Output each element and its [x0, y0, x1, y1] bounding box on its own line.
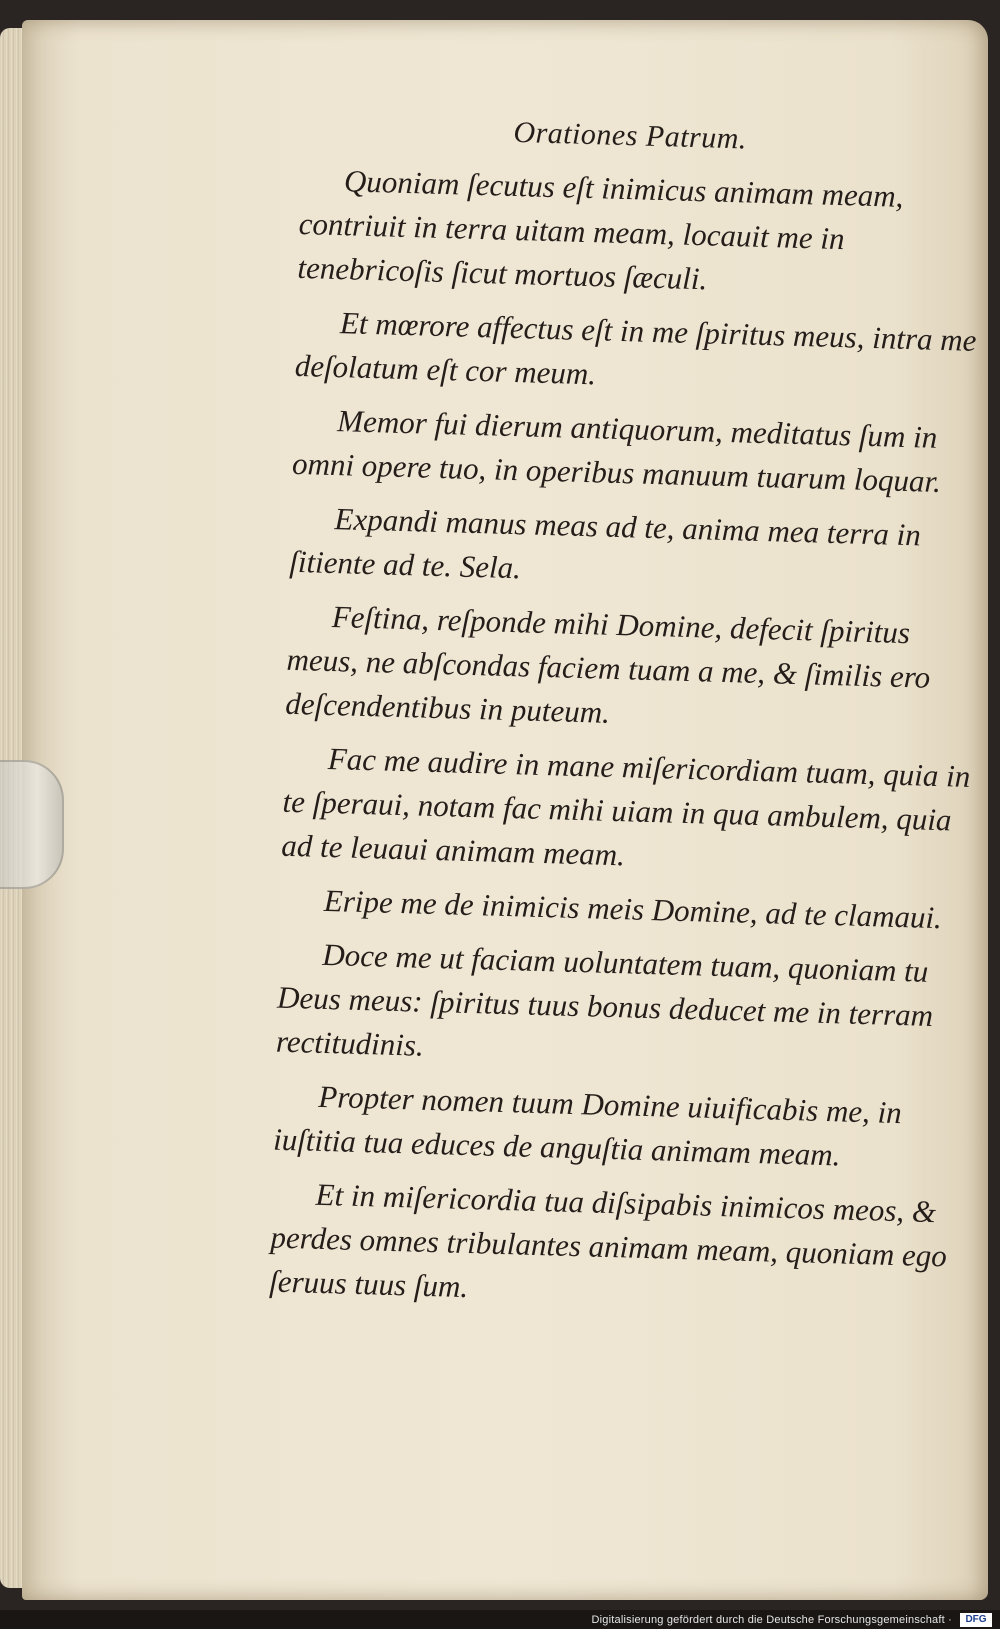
verse-7: Eripe me de inimicis meis Domine, ad te clamaui. — [323, 882, 943, 936]
verse-9: Propter nomen tuum Domine uiuificabis me, in iuſtitia tua educes de anguſtia animam meam. — [272, 1078, 903, 1173]
verse-1: Quoniam ſecutus eſt inimicus animam meam, contriuit in terra uitam meam, locauit me in tenebricoſis ſicut mortuos ſæculi. — [297, 163, 904, 297]
verse-list — [269, 158, 991, 1323]
page-clip — [0, 760, 64, 889]
verse-5: Feſtina, reſponde mihi Domine, defecit ſpiritus meus, ne abſcondas faciem tuam a me, & ſimilis ero deſcendentibus in puteum. — [284, 599, 931, 730]
verse-6: Fac me audire in mane miſericordiam tuam, quia in te ſperaui, notam fac mihi uiam in qua ambulem, quia ad te leuaui animam meam. — [280, 740, 971, 873]
verse-2: Et mœrore affectus eſt in me ſpiritus meus, intra me deſolatum eſt cor meum. — [294, 305, 977, 392]
verse-10: Et in miſericordia tua diſsipabis inimicos meos, & perdes omnes tribulantes animam meam, quoniam ego ſeruus tuus ſum. — [268, 1176, 948, 1305]
dfg-logo: DFG — [960, 1613, 992, 1627]
digitization-credit: Digitalisierung gefördert durch die Deutsche Forschungsgemeinschaft · — [591, 1614, 952, 1626]
verse-4: Expandi manus meas ad te, anima mea terra in ſitiente ad te. Sela. — [288, 501, 922, 586]
text-block — [268, 110, 991, 1333]
book-page — [22, 20, 988, 1600]
page-header: Orationes Patrum. — [512, 115, 748, 156]
verse-8: Doce me ut faciam uoluntatem tuam, quoniam tu Deus meus: ſpiritus tuus bonus deducet me in terram rectitudinis. — [275, 936, 934, 1063]
verse-3: Memor fui dierum antiquorum, meditatus ſum in omni opere tuo, in operibus manuum tuarum loquar. — [291, 403, 942, 499]
